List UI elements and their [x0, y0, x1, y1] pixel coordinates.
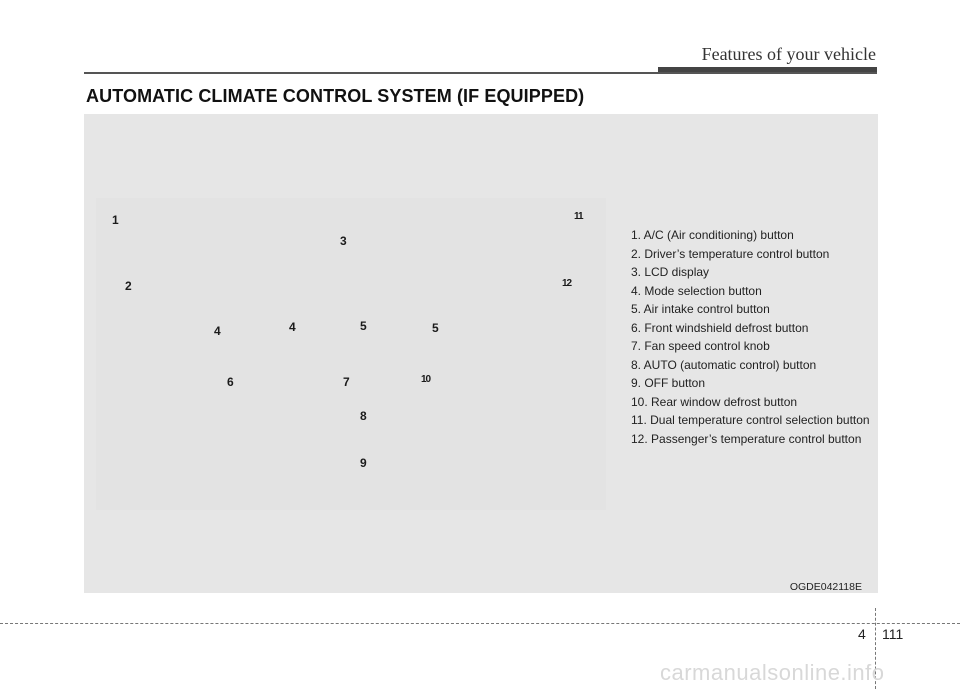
- callout-11: 11: [574, 211, 583, 222]
- legend-item: 9. OFF button: [631, 376, 706, 390]
- legend-item: 2. Driver’s temperature control button: [631, 246, 830, 261]
- climate-control-illustration: [96, 198, 606, 510]
- legend-item: 7. Fan speed control knob: [631, 339, 770, 353]
- callout-6: 6: [227, 375, 234, 389]
- callout-2: 2: [125, 279, 132, 293]
- callout-1: 1: [112, 213, 119, 227]
- page-header-title: Features of your vehicle: [701, 44, 876, 64]
- legend-item: 3. LCD display: [631, 265, 710, 279]
- callout-7: 7: [343, 375, 350, 389]
- section-title: AUTOMATIC CLIMATE CONTROL SYSTEM (IF EQUIPPED): [86, 86, 585, 106]
- callout-8: 8: [360, 409, 367, 423]
- legend-item: 10. Rear window defrost button: [631, 394, 798, 409]
- callout-legend: [631, 226, 876, 448]
- page-number: 111: [882, 626, 904, 642]
- legend-item: 12. Passenger’s temperature control button: [631, 431, 862, 446]
- callout-5-left: 5: [360, 319, 367, 333]
- legend-item: 8. AUTO (automatic control) button: [631, 357, 817, 372]
- callout-10: 10: [421, 374, 431, 385]
- legend-item: 5. Air intake control button: [631, 302, 770, 316]
- chapter-number: 4: [858, 626, 866, 642]
- callout-4-left: 4: [214, 324, 221, 338]
- watermark: carmanualsonline.info: [660, 660, 885, 685]
- callout-3: 3: [340, 234, 347, 248]
- figure-code: OGDE042118E: [789, 581, 862, 593]
- legend-item: 11. Dual temperature control selection button: [631, 413, 870, 427]
- callout-5-right: 5: [432, 321, 439, 335]
- legend-item: 4. Mode selection button: [631, 283, 762, 298]
- callout-12: 12: [562, 278, 572, 289]
- callout-9: 9: [360, 456, 367, 470]
- legend-item: 6. Front windshield defrost button: [631, 320, 809, 335]
- legend-item: 1. A/C (Air conditioning) button: [631, 228, 794, 242]
- callout-4-right: 4: [289, 320, 296, 334]
- footer-rule: [0, 623, 960, 624]
- header-rule: [84, 72, 877, 74]
